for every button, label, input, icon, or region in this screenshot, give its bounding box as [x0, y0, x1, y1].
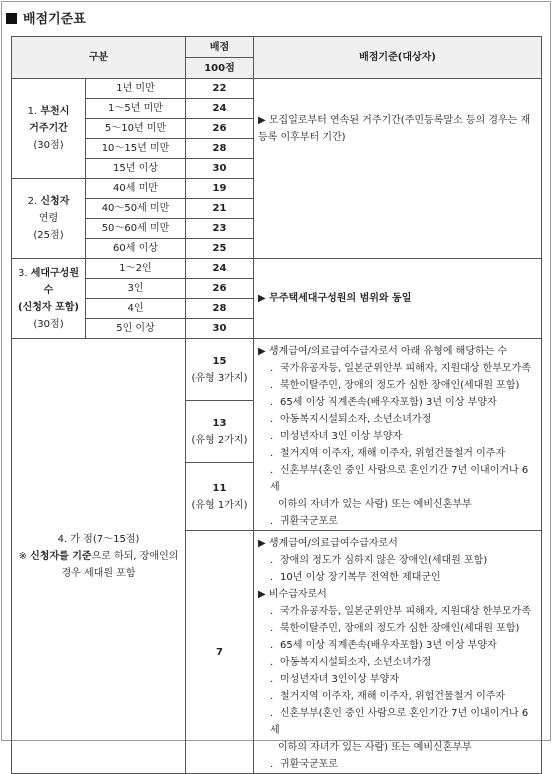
range-cell: 10～15년 미만	[86, 139, 186, 159]
range-cell: 50～60세 미만	[86, 219, 186, 239]
range-cell: 1년 미만	[86, 79, 186, 99]
score-cell: 23	[186, 219, 254, 239]
range-cell: 4인	[86, 299, 186, 319]
criteria-residence: ▶ 모집일로부터 연속된 거주기간(주민등록말소 등의 경우는 재등록 이후부터 기간)	[254, 79, 542, 179]
category-household: 3. 세대구성원 수 (신청자 포함) (30점)	[12, 259, 86, 339]
score-cell: 30	[186, 159, 254, 179]
score-cell: 22	[186, 79, 254, 99]
criteria-age-empty	[254, 179, 542, 259]
score-cell: 30	[186, 319, 254, 339]
score-cell: 19	[186, 179, 254, 199]
range-cell: 40～50세 미만	[86, 199, 186, 219]
criteria-bonus-b: ▶ 생계급여/의료급여수급자로서 ．장애의 정도가 심하지 않은 장애인(세대원 포함) ．10년 이상 장기복무 전역한 제대군인 ▶ 비수급자로서 ．국가유공자등, 일본군위안부 피해자, 지원대상 한부모가족 ．북한이탈주민, 장애의 정도가 심한 장애인(세대원 포함) ．65세 이상 직계존속(배우자포함) 3년 이상 부양자 ．아동복지시설퇴소자, 소년소녀가정 ．미성년자녀 3인이상 부양자 ．철거지역 이주자, 재해 이주자, 위험건물철거 이주자 ．신혼부부(혼인 중인 사람으로 혼인기간 7년 이내이거나 6세 이하의 자녀가 있는 사람) 또는 예비신혼부부 ．귀환국군포로	[254, 531, 542, 774]
bonus-tier-11: 11 (유형 1가지)	[186, 463, 254, 531]
criteria-household: ▶ 무주택세대구성원의 범위와 동일	[254, 259, 542, 339]
score-cell: 28	[186, 299, 254, 319]
category-age: 2. 신청자 연령 (25점)	[12, 179, 86, 259]
range-cell: 5～10년 미만	[86, 119, 186, 139]
range-cell: 1～2인	[86, 259, 186, 279]
range-cell: 40세 미만	[86, 179, 186, 199]
score-cell: 28	[186, 139, 254, 159]
range-cell: 15년 이상	[86, 159, 186, 179]
criteria-bonus-a: ▶ 생계급여/의료급여수급자로서 아래 유형에 해당하는 수 ．국가유공자등, 일본군위안부 피해자, 지원대상 한부모가족 ．북한이탈주민, 장애의 정도가 심한 장애인(세대원 포함) ．65세 이상 직계존속(배우자포함) 3년 이상 부양자 ．아동복지시설퇴소자, 소년소녀가정 ．미성년자녀 3인 이상 부양자 ．철거지역 이주자, 재해 이주자, 위험건물철거 이주자 ．신혼부부(혼인 중인 사람으로 혼인기간 7년 이내이거나 6세 이하의 자녀가 있는 사람) 또는 예비신혼부부 ．귀환국군포로	[254, 339, 542, 531]
score-cell: 26	[186, 279, 254, 299]
range-cell: 5인 이상	[86, 319, 186, 339]
header-score-total: 100점	[186, 58, 254, 79]
score-table	[11, 36, 542, 774]
range-cell: 60세 이상	[86, 239, 186, 259]
bonus-tier-7: 7	[186, 531, 254, 774]
category-bonus: 4. 가 점(7～15점) ※ 신청자를 기준으로 하되, 장애인의 경우 세대원 포함	[12, 339, 186, 774]
score-cell: 24	[186, 99, 254, 119]
page-title: 배점기준표	[6, 8, 86, 27]
bonus-tier-13: 13 (유형 2가지)	[186, 401, 254, 463]
score-cell: 21	[186, 199, 254, 219]
header-criteria: 배점기준(대상자)	[254, 37, 542, 79]
score-cell: 25	[186, 239, 254, 259]
range-cell: 1～5년 미만	[86, 99, 186, 119]
score-cell: 24	[186, 259, 254, 279]
header-score: 배점	[186, 37, 254, 58]
category-residence: 1. 부천시 거주기간 (30점)	[12, 79, 86, 179]
range-cell: 3인	[86, 279, 186, 299]
header-category: 구분	[12, 37, 186, 79]
bonus-tier-15: 15 (유형 3가지)	[186, 339, 254, 401]
square-bullet-icon	[6, 13, 17, 24]
score-cell: 26	[186, 119, 254, 139]
